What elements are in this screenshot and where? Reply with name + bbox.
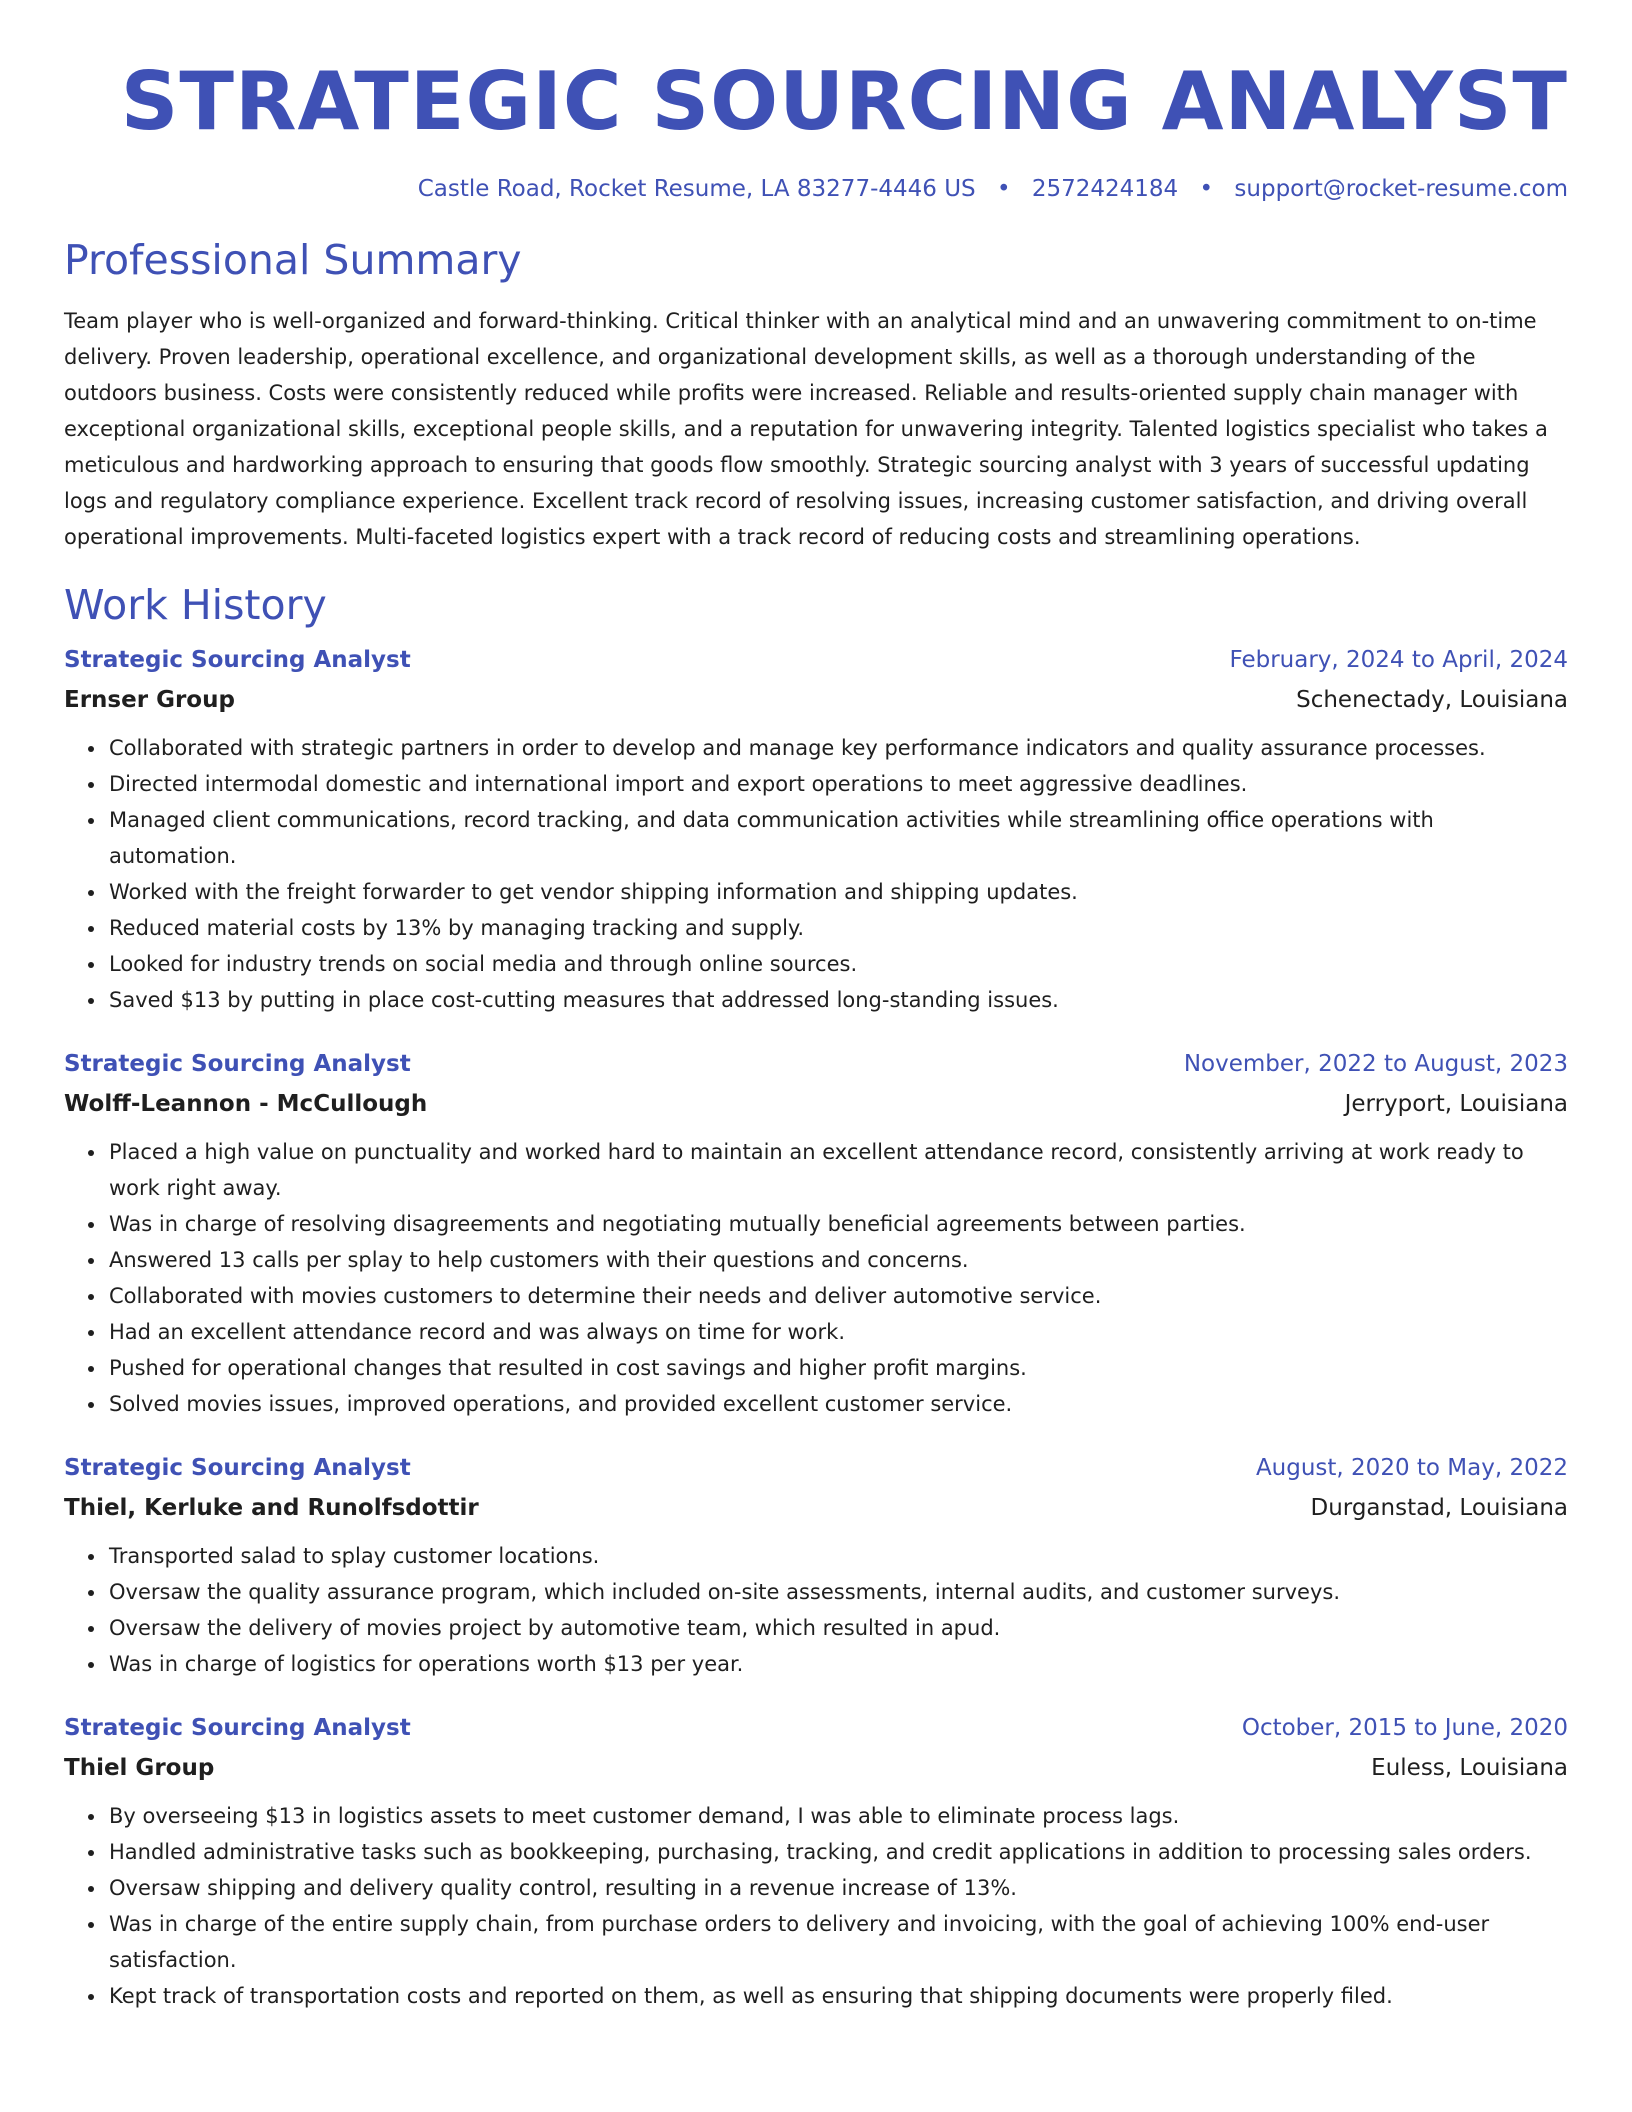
job-bullet-list (64, 1538, 1568, 1682)
job-bullet-list (64, 730, 1568, 1018)
summary-line: Team player who is well-organized and forward-thinking. Critical thinker with an analytical mind and an unwavering commitment to on-time (64, 309, 1537, 334)
job-company-row (64, 680, 1568, 720)
job-bullet (107, 1978, 1568, 2014)
job-bullet (107, 1278, 1568, 1314)
job-bullet (107, 1798, 1568, 1834)
work-history-list (64, 640, 1568, 2014)
contact-line (64, 176, 1568, 202)
job-bullet-line: • Oversaw the quality assurance program, which included on-site assessments, internal audits, and customer surveys. (109, 1580, 1341, 1605)
job-dates: February, 2024 to April, 2024 (1229, 647, 1568, 674)
job-company-row (64, 1084, 1568, 1124)
job-company: Wolff-Leannon - McCullough (64, 1091, 428, 1118)
job-bullet (107, 802, 1568, 874)
job-bullet (107, 1574, 1568, 1610)
job-bullet-line: • Collaborated with strategic partners in order to develop and manage key performance indicators and quality assurance processes. (109, 736, 1486, 761)
job-bullet-list (64, 1798, 1568, 2014)
job-bullet (107, 910, 1568, 946)
job-bullet (107, 766, 1568, 802)
job-title: Strategic Sourcing Analyst (64, 1455, 411, 1482)
summary-line: meticulous and hardworking approach to ensuring that goods flow smoothly. Strategic sourcing analyst with 3 years of successful updating (64, 453, 1530, 478)
job-title-row (64, 640, 1568, 680)
job-bullet-line: • Directed intermodal domestic and international import and export operations to meet aggressive deadlines. (109, 772, 1248, 797)
job-bullet-list (64, 1134, 1568, 1422)
job-company: Thiel, Kerluke and Runolfsdottir (64, 1495, 479, 1522)
summary-line: exceptional organizational skills, exceptional people skills, and a reputation for unwavering integrity. Talented logistics specialist who takes a (64, 417, 1548, 442)
job-bullet-line: • Was in charge of the entire supply chain, from purchase orders to delivery and invoicing, with the goal of achieving 100% end-user (109, 1912, 1490, 1937)
job-bullet (107, 1386, 1568, 1422)
summary-line: operational improvements. Multi-faceted logistics expert with a track record of reducing costs and streamlining operations. (64, 525, 1361, 550)
contact-separator: • (996, 176, 1011, 202)
job-bullet (107, 946, 1568, 982)
job-dates: October, 2015 to June, 2020 (1241, 1715, 1568, 1742)
candidate-title: STRATEGIC SOURCING ANALYST (120, 55, 1568, 148)
job-company-row (64, 1488, 1568, 1528)
job-bullet-line: • Pushed for operational changes that resulted in cost savings and higher profit margins. (109, 1356, 1027, 1381)
job-bullet (107, 1610, 1568, 1646)
job-entry (64, 1044, 1568, 1422)
job-bullet-line: • Placed a high value on punctuality and worked hard to maintain an excellent attendance record, consistently arriving at work ready to (109, 1140, 1524, 1165)
job-bullet-line: • Collaborated with movies customers to determine their needs and deliver automotive service. (109, 1284, 1102, 1309)
job-bullet-line: satisfaction. (109, 1948, 237, 1973)
job-company-row (64, 1748, 1568, 1788)
job-bullet (107, 1314, 1568, 1350)
summary-heading: Professional Summary (64, 236, 522, 284)
job-location: Schenectady, Louisiana (1296, 687, 1568, 714)
summary-line: logs and regulatory compliance experience. Excellent track record of resolving issues, increasing customer satisfaction, and driving overall (64, 489, 1528, 514)
job-dates: November, 2022 to August, 2023 (1183, 1051, 1568, 1078)
job-bullet (107, 1870, 1568, 1906)
email: support@rocket-resume.com (1234, 176, 1568, 202)
job-bullet (107, 1206, 1568, 1242)
job-bullet-line: • Was in charge of logistics for operations worth $13 per year. (109, 1652, 744, 1677)
job-bullet-line: • By overseeing $13 in logistics assets to meet customer demand, I was able to eliminate process lags. (109, 1804, 1180, 1829)
job-bullet-line: • Looked for industry trends on social media and through online sources. (109, 952, 858, 977)
job-bullet-line: work right away. (109, 1176, 282, 1201)
phone: 2572424184 (1031, 176, 1179, 202)
job-bullet-line: • Solved movies issues, improved operations, and provided excellent customer service. (109, 1392, 1013, 1417)
job-entry (64, 1448, 1568, 1682)
job-bullet-line: • Saved $13 by putting in place cost-cutting measures that addressed long-standing issues. (109, 988, 1059, 1013)
job-bullet-line: • Oversaw shipping and delivery quality control, resulting in a revenue increase of 13%. (109, 1876, 1017, 1901)
job-bullet (107, 1350, 1568, 1386)
job-entry (64, 640, 1568, 1018)
address: Castle Road, Rocket Resume, LA 83277-4446 US (417, 176, 976, 202)
job-bullet (107, 874, 1568, 910)
job-bullet-line: • Handled administrative tasks such as bookkeeping, purchasing, tracking, and credit applications in addition to processing sales orders. (109, 1840, 1532, 1865)
job-bullet-line: • Worked with the freight forwarder to get vendor shipping information and shipping updates. (109, 880, 1078, 905)
contact-separator: • (1199, 176, 1214, 202)
job-bullet (107, 1242, 1568, 1278)
job-bullet-line: automation. (109, 844, 237, 869)
job-bullet-line: • Oversaw the delivery of movies project by automotive team, which resulted in apud. (109, 1616, 1001, 1641)
job-bullet (107, 730, 1568, 766)
summary-line: delivery. Proven leadership, operational excellence, and organizational development skills, as well as a thorough understanding of the (64, 345, 1476, 370)
job-location: Durganstad, Louisiana (1310, 1495, 1568, 1522)
job-bullet-line: • Was in charge of resolving disagreements and negotiating mutually beneficial agreements between parties. (109, 1212, 1246, 1237)
job-bullet-line: • Reduced material costs by 13% by managing tracking and supply. (109, 916, 805, 941)
job-title: Strategic Sourcing Analyst (64, 1715, 411, 1742)
job-entry (64, 1708, 1568, 2014)
job-bullet (107, 982, 1568, 1018)
job-title: Strategic Sourcing Analyst (64, 1051, 411, 1078)
job-bullet (107, 1134, 1568, 1206)
job-bullet (107, 1834, 1568, 1870)
summary-line: outdoors business. Costs were consistently reduced while profits were increased. Reliable and results-oriented supply chain manager with (64, 381, 1519, 406)
job-bullet (107, 1538, 1568, 1574)
job-title-row (64, 1708, 1568, 1748)
job-bullet-line: • Managed client communications, record tracking, and data communication activities while streamlining office operations with (109, 808, 1434, 833)
job-bullet (107, 1906, 1568, 1978)
job-title: Strategic Sourcing Analyst (64, 647, 411, 674)
summary-text (64, 303, 1568, 555)
job-bullet-line: • Transported salad to splay customer locations. (109, 1544, 600, 1569)
job-bullet-line: • Kept track of transportation costs and reported on them, as well as ensuring that shipping documents were properly filed. (109, 1984, 1393, 2009)
job-location: Euless, Louisiana (1371, 1755, 1568, 1782)
job-company: Thiel Group (64, 1755, 215, 1782)
job-title-row (64, 1448, 1568, 1488)
job-company: Ernser Group (64, 687, 235, 714)
work-history-heading: Work History (64, 581, 327, 630)
job-bullet-line: • Answered 13 calls per splay to help customers with their questions and concerns. (109, 1248, 969, 1273)
job-bullet-line: • Had an excellent attendance record and was always on time for work. (109, 1320, 846, 1345)
job-location: Jerryport, Louisiana (1344, 1091, 1568, 1118)
job-bullet (107, 1646, 1568, 1682)
job-dates: August, 2020 to May, 2022 (1255, 1455, 1568, 1482)
job-title-row (64, 1044, 1568, 1084)
